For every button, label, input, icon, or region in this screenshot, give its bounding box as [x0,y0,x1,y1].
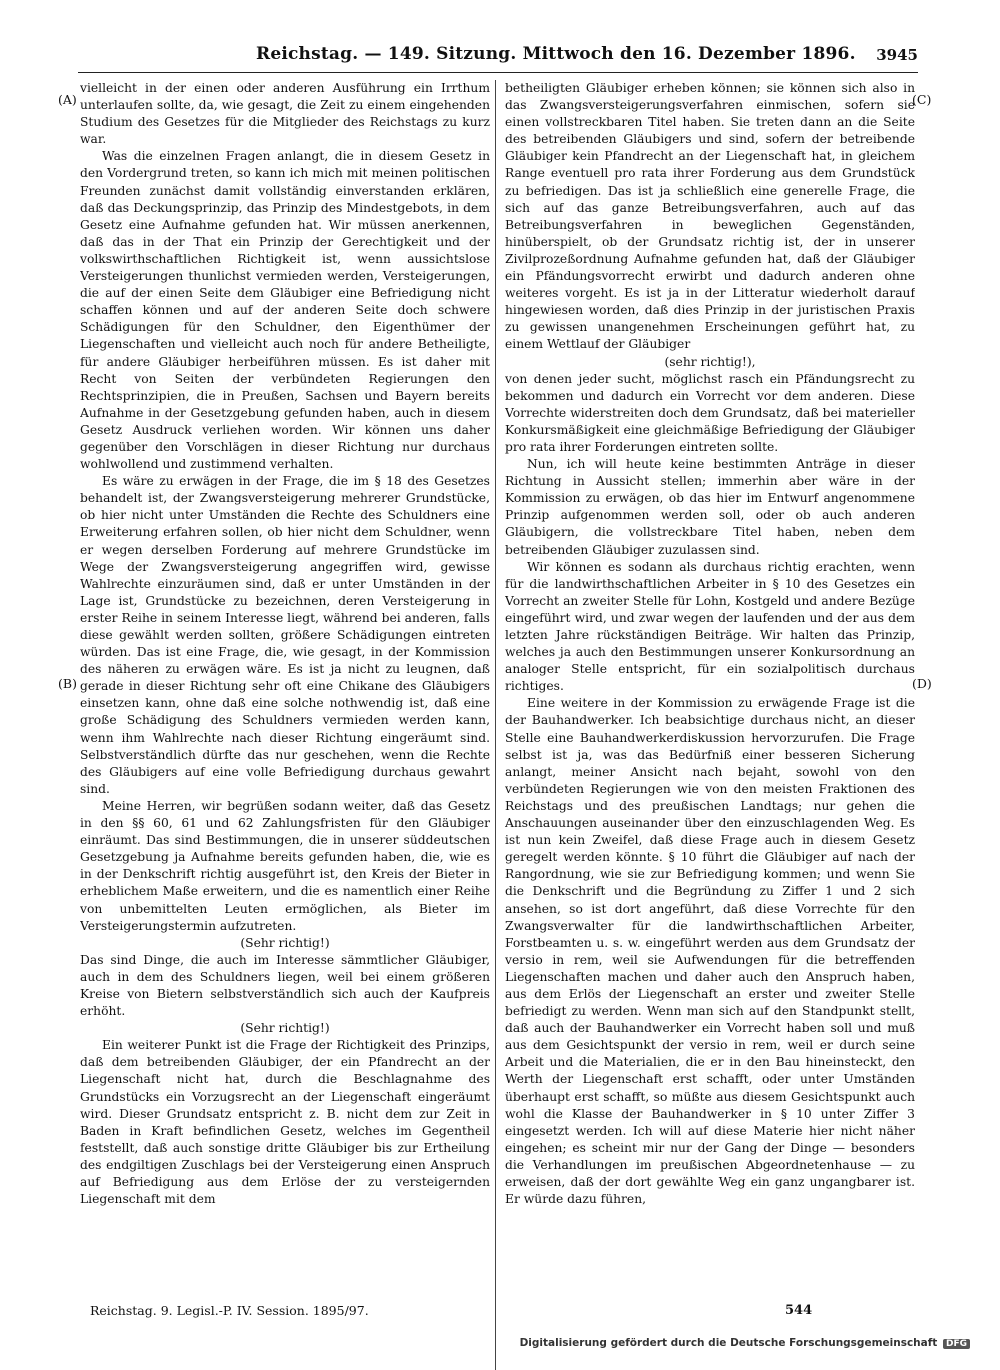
margin-marker-a: (A) [58,92,77,107]
footer-signature: Reichstag. 9. Legisl.-P. IV. Session. 1895/97. [90,1303,369,1318]
interjection: (Sehr richtig!) [240,1021,330,1036]
left-column [80,80,490,1300]
dfg-logo-icon: DFG [943,1339,970,1349]
paragraph: vielleicht in der einen oder anderen Ausführung ein Irrthum unterlaufen sollte, da, wie gesagt, die Zeit zu einem eingehenden Studium des Gesetzes für die Mitglieder des Reichstags zu kurz war. [80,81,490,147]
column-divider [495,80,496,1370]
margin-marker-d: (D) [912,676,932,691]
right-column [505,80,915,1300]
interjection: (Sehr richtig!) [240,935,330,950]
interjection: (sehr richtig!), [664,354,756,369]
sheet-number: 544 [785,1303,813,1318]
running-header [78,44,918,73]
paragraph: Das sind Dinge, die auch im Interesse sämmtlicher Gläubiger, auch in dem des Schuldners liegen, weil bei einem größeren Kreise von Bietern selbstverständlich sich auch der Kaufpreis erhöht. [80,952,490,1019]
margin-marker-b: (B) [58,676,77,691]
dfg-credit [520,1337,970,1349]
paragraph: Was die einzelnen Fragen anlangt, die in diesem Gesetz in den Vordergrund treten, so kann ich mich mit meinen politischen Freunden zunächst damit vollständig einverstanden erklären, daß das Deckungsprinzip, das Prinzip des Mindestgebots, in dem Gesetz eine Aufnahme gefunden hat. Wir müssen anerkennen, daß das in der That ein Prinzip der Gerechtigkeit und der volkswirthschaftlichen Richtigkeit ist, wenn aussichtslose Versteigerungen thunlichst vermieden werden, Versteigerungen, die auf der einen Seite dem Gläubiger eine Befriedigung nicht schaffen können und auf der anderen Seite doch schwere Schädigungen für den Schuldner, den Eigenthümer der Liegenschaften und vielleicht auch noch für andere Betheiligte, für andere Gläubiger herbeiführen müssen. Es ist daher mit Recht von Seiten der verbündeten Regierungen den Rechtsprinzipien, die in Preußen, Sachsen und Bayern bereits Aufnahme in der Gesetzgebung gefunden haben, auch in diesem Gesetz Ausdruck verliehen worden. Wir können uns daher gegenüber den Vorschlägen in dieser Richtung nur durchaus wohlwollend und zustimmend verhalten. [80,149,490,472]
paragraph: Meine Herren, wir begrüßen sodann weiter, daß das Gesetz in den §§ 60, 61 und 62 Zahlungsfristen für den Gläubiger einräumt. Das sind Bestimmungen, die in unserer süddeutschen Gesetzgebung ja Aufnahme bereits gefunden haben, die, wie es in der Denkschrift richtig ausgeführt ist, den Kreis der Bieter in erheblichem Maße erweitern, und die es namentlich einer Reihe von unbemittelten Leuten ermöglichen, als Bieter im Versteigerungstermin aufzutreten. [80,798,490,933]
paragraph: betheiligten Gläubiger erheben können; sie können sich also in das Zwangsversteigerungsverfahren einmischen, sofern sie einen vollstreckbaren Titel haben. Sie treten dann an die Seite des betreibenden Gläubigers und sind, sofern der betreibende Gläubiger kein Pfandrecht an der Liegenschaft hat, in gleichem Range eventuell pro rata ihrer Forderung aus dem Grundstück zu befriedigen. Das ist ja schließlich eine generelle Frage, die sich auf das ganze Betreibungsverfahren, auch auf das Betreibungsverfahren in beweglichen Gegenständen, hinüberspielt, ob der Grundsatz richtig ist, der in unserer Zivilprozeßordnung Aufnahme gefunden hat, daß der Gläubiger ein Pfändungsvorrecht erwirbt und dadurch anderen ohne weiteres vorgeht. Es ist ja in der Litteratur wiederholt darauf hingewiesen worden, daß dies Prinzip in der juristischen Praxis zu gewissen unangenehmen Erscheinungen geführt hat, zu einem Wettlauf der Gläubiger [505,81,915,352]
paragraph: Eine weitere in der Kommission zu erwägende Frage ist die der Bauhandwerker. Ich beabsichtige durchaus nicht, an dieser Stelle eine Bauhandwerkerdiskussion hervorzurufen. Die Frage selbst ist ja, was das Bedürfniß einer besseren Sicherung anlangt, meiner Ansicht nach bejaht, sowohl von den verbündeten Regierungen wie von den meisten Fraktionen des Reichstags und des preußischen Landtags; nur gehen die Anschauungen auseinander über den einzuschlagenden Weg. Es ist nun kein Zweifel, daß diese Frage auch in diesem Gesetz geregelt werden könnte. § 10 führt die Gläubiger auf nach der Rangordnung, wie sie zur Befriedigung kommen; und wenn Sie die Denkschrift und die Begründung zu Ziffer 1 und 2 sich ansehen, so ist dort angeführt, daß diese Vorrechte für den Zwangsverwalter für die landwirthschaftlichen Arbeiter, Forstbeamten u. s. w. eingeführt werden aus dem Grundsatz der versio in rem, weil sie Aufwendungen für die betreffenden Liegenschaften machen und daher auch den Anspruch haben, aus dem Erlös der Liegenschaft an erster und zweiter Stelle befriedigt zu werden. Wenn man sich auf den Standpunkt stellt, daß auch der Bauhandwerker ein Vorrecht haben soll und muß aus dem Gesichtspunkt der versio in rem, weil er durch seine Arbeit und die Materialien, die er in den Bau hineinsteckt, den Werth der Liegenschaft erst schafft, oder unter Umständen überhaupt erst schafft, so müßte aus diesem Gesichtspunkt auch wohl die Klasse der Bauhandwerker in § 10 unter Ziffer 3 eingesetzt werden. Ich will auf diese Materie hier nicht näher eingehen; es scheint mir nur der Gang der Dinge — besonders die Verhandlungen im preußischen Abgeordnetenhause — zu erweisen, daß der dort gewählte Weg ein ganz ungangbarer ist. Er würde dazu führen, [505,696,915,1207]
paragraph: Es wäre zu erwägen in der Frage, die im § 18 des Gesetzes behandelt ist, der Zwangsversteigerung mehrerer Grundstücke, ob hier nicht unter Umständen die Rechte des Schuldners eine Erweiterung erfahren sollen, ob hier nicht dem Schuldner, wenn er wegen derselben Forderung auf mehrere Grundstücke im Wege der Zwangsversteigerung angegriffen wird, gewisse Wahlrechte einzuräumen sind, daß er unter Umständen in der Lage ist, Grundstücke zu bezeichnen, deren Versteigerung in erster Reihe in seinem Interesse liegt, während bei anderen, falls diese gewählt werden sollten, größere Schädigungen eintreten würden. Das ist eine Frage, die, wie gesagt, in der Kommission des näheren zu erwägen wäre. Es ist ja nicht zu leugnen, daß gerade in dieser Richtung sehr oft eine Chikane des Gläubigers einsetzen kann, ohne daß eine solche nothwendig ist, daß eine große Schädigung des Schuldners vermieden werden kann, wenn ihm Wahlrechte nach dieser Richtung eingeräumt sind. Selbstverständlich dürfte das nur geschehen, wenn die Rechte des Gläubigers auf eine volle Befriedigung durchaus gewahrt sind. [80,474,490,796]
paragraph: von denen jeder sucht, möglichst rasch ein Pfändungsrecht zu bekommen und dadurch ein Vorrecht vor dem anderen. Diese Vorrechte widerstreiten doch dem Grundsatz, daß bei materieller Konkursmäßigkeit eine gleichmäßige Befriedigung der Gläubiger pro rata ihrer Forderungen eintreten sollte. [505,371,915,454]
dfg-credit-text: Digitalisierung gefördert durch die Deutsche Forschungsgemeinschaft [519,1337,938,1349]
header-title: Reichstag. — 149. Sitzung. Mittwoch den 16. Dezember 1896. [256,44,856,64]
paragraph: Nun, ich will heute keine bestimmten Anträge in dieser Richtung in Aussicht stellen; immerhin aber wäre in der Kommission zu erwägen, ob das hier im Entwurf angenommene Prinzip aufgenommen werden soll, oder ob auch anderen Gläubigern, die vollstreckbare Titel haben, neben dem betreibenden Gläubiger zuzulassen sind. [505,457,915,557]
paragraph: Ein weiterer Punkt ist die Frage der Richtigkeit des Prinzips, daß dem betreibenden Gläubiger, der ein Pfandrecht an der Liegenschaft nicht hat, durch die Beschlagnahme des Grundstücks ein Vorzugsrecht an der Liegenschaft eingeräumt wird. Dieser Grundsatz entspricht z. B. nicht dem zur Zeit in Baden in Kraft befindlichen Gesetz, welches im Gegentheil feststellt, daß auch sonstige dritte Gläubiger bis zur Ertheilung des endgiltigen Zuschlags bei der Versteigerung einen Anspruch auf Befriedigung aus dem Erlöse der zu versteigernden Liegenschaft mit dem [80,1038,490,1207]
margin-marker-c: (C) [912,92,932,107]
page-number: 3945 [876,46,918,64]
paragraph: Wir können es sodann als durchaus richtig erachten, wenn für die landwirthschaftlichen Arbeiter in § 10 des Gesetzes ein Vorrecht an zweiter Stelle für Lohn, Kostgeld und andere Bezüge eingeführt wird, und zwar wegen der laufenden und der aus dem letzten Jahre rückständigen Beiträge. Wir halten das Prinzip, welches ja auch den Bestimmungen unserer Konkursordnung an analoger Stelle entspricht, für ein sozialpolitisch durchaus richtiges. [505,559,915,694]
